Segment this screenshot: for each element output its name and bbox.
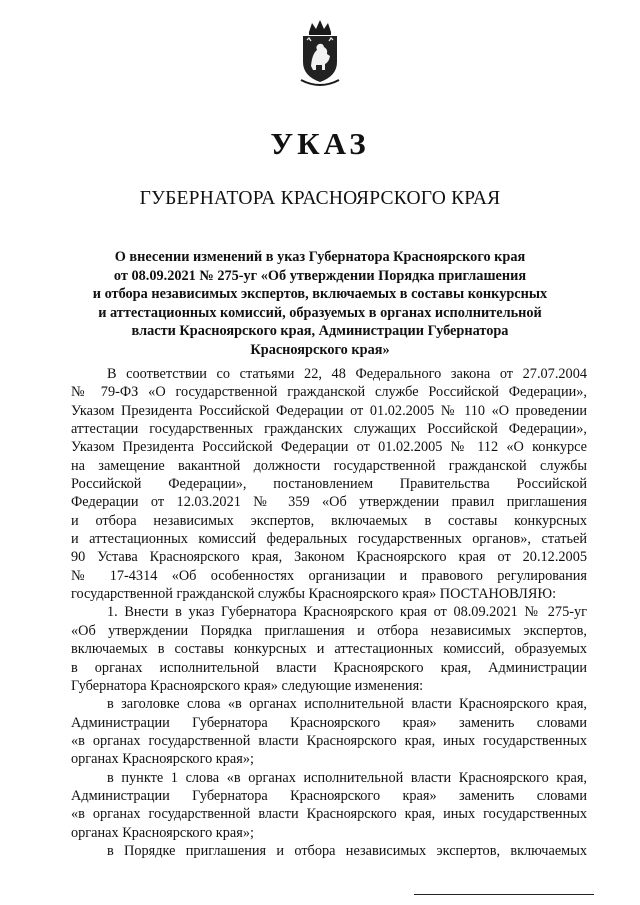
body-line: № 79-ФЗ «О государственной гражданской службе Российской Федерации», — [71, 384, 587, 401]
coat-of-arms-icon — [295, 18, 345, 88]
body-line: на замещение вакантной должности государственной гражданской службы — [71, 457, 587, 474]
body-line: «Об утверждении Порядка приглашения и отбора независимых экспертов, — [71, 622, 587, 639]
body-line: № 17-4314 «Об особенностях организации и правового регулирования — [71, 567, 587, 584]
document-issuer: ГУБЕРНАТОРА КРАСНОЯРСКОГО КРАЯ — [139, 188, 501, 209]
body-line: Администрации Губернатора Красноярского края» заменить словами — [71, 787, 587, 804]
body-line: в пункте 1 слова «в органах исполнительной власти Красноярского края, — [107, 769, 587, 786]
body-line: и аттестационных комиссий федеральных государственных органов», статьей — [71, 531, 587, 548]
body-line: 1. Внести в указ Губернатора Красноярского края от 08.09.2021 № 275-уг — [107, 604, 587, 621]
body-line: Федерации от 12.03.2021 № 359 «Об утверждении правил приглашения — [71, 494, 587, 511]
subject-line: от 08.09.2021 № 275-уг «Об утверждении Порядка приглашения — [113, 267, 527, 284]
body-line: в заголовке слова «в органах исполнительной власти Красноярского края, — [107, 696, 587, 713]
body-line: включаемых в составы конкурсных и аттестационных комиссий, образуемых — [71, 641, 587, 658]
subject-line: Красноярского края» — [250, 341, 390, 358]
body-line: Указом Президента Российской Федерации от 01.02.2005 № 112 «О конкурсе — [71, 439, 587, 456]
body-line: 90 Устава Красноярского края, Законом Красноярского края от 20.12.2005 — [71, 549, 587, 566]
body-line: Губернатора Красноярского края» следующие изменения: — [71, 677, 424, 694]
subject-line: О внесении изменений в указ Губернатора Красноярского края — [114, 249, 526, 265]
subject-line: и отбора независимых экспертов, включаемых в составы конкурсных — [92, 286, 548, 303]
body-line: Указом Президента Российской Федерации от 01.02.2005 № 110 «О проведении — [71, 402, 587, 419]
body-line: в Порядке приглашения и отбора независимых экспертов, включаемых — [107, 842, 587, 859]
subject-line: и аттестационных комиссий, образуемых в органах исполнительной — [98, 304, 542, 321]
body-line: Администрации Губернатора Красноярского края» заменить словами — [71, 714, 587, 731]
body-line: «в органах государственной власти Красноярского края, иных государственных — [71, 806, 587, 823]
coat-of-arms-emblem — [295, 18, 345, 88]
page-footer-rule — [414, 894, 594, 895]
body-line: органах Красноярского края»; — [71, 824, 254, 841]
document-body — [71, 365, 587, 860]
body-line: органах Красноярского края»; — [71, 751, 254, 768]
document-subject — [60, 248, 580, 360]
document-title: УКАЗ — [270, 126, 370, 161]
body-line: «в органах государственной власти Красноярского края, иных государственных — [71, 732, 587, 749]
body-line: государственной гражданской службы Красноярского края» ПОСТАНОВЛЯЮ: — [71, 586, 557, 603]
body-line: Российской Федерации», постановлением Правительства Российской — [71, 476, 587, 493]
subject-line: власти Красноярского края, Администрации Губернатора — [131, 323, 509, 340]
body-line: и отбора независимых экспертов, включаемых в составы конкурсных — [71, 512, 587, 529]
body-line: в органах исполнительной власти Красноярского края, Администрации — [71, 659, 587, 676]
body-line: В соответствии со статьями 22, 48 Федерального закона от 27.07.2004 — [107, 366, 587, 382]
body-line: аттестации государственных гражданских служащих Российской Федерации», — [71, 421, 587, 438]
